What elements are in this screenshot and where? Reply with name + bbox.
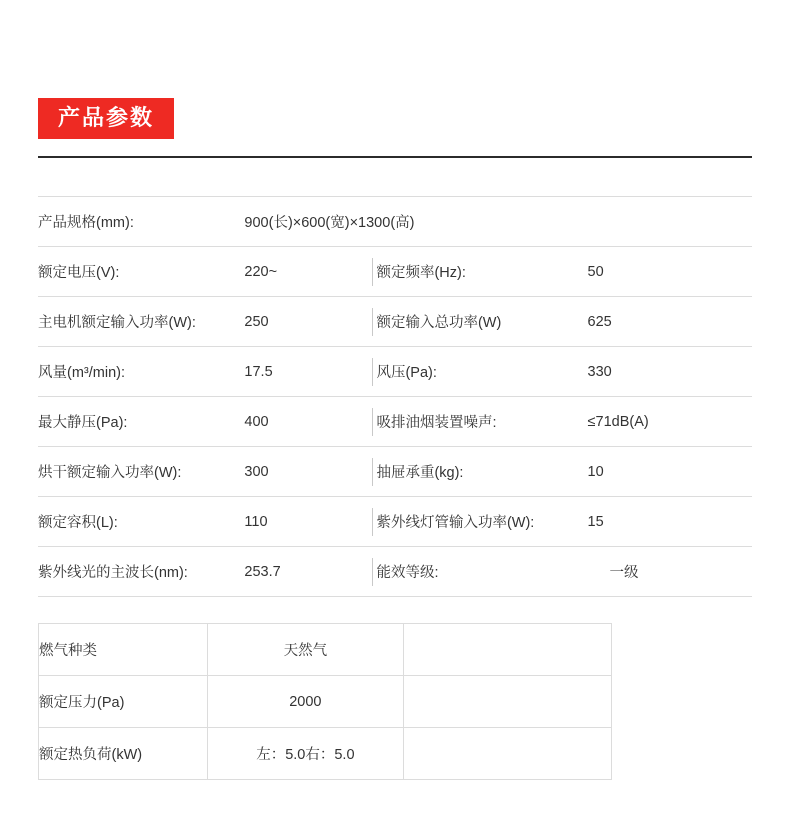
spec-label-rated-voltage: 额定电压(V):: [38, 247, 244, 297]
spec-label-air-volume: 风量(m³/min):: [38, 347, 244, 397]
spec-value-energy-grade: 一级: [588, 547, 752, 597]
row-divider: [368, 447, 376, 497]
spec-value-noise: ≤71dB(A): [588, 397, 752, 447]
gas-specification-table: [38, 623, 612, 780]
table-row: [39, 728, 612, 780]
spec-value-max-static-pressure: 400: [244, 397, 368, 447]
spec-label-total-input-power: 额定输入总功率(W): [376, 297, 587, 347]
spec-value-product-size: 900(长)×600(宽)×1300(高): [244, 197, 752, 247]
spec-label-product-size: 产品规格(mm):: [38, 197, 244, 247]
gas-value-rated-heat-load: 左：5.0右：5.0: [207, 728, 403, 780]
gas-empty-cell: [404, 728, 612, 780]
spec-value-total-input-power: 625: [588, 297, 752, 347]
gas-label-gas-type: 燃气种类: [39, 624, 208, 676]
gas-label-rated-heat-load: 额定热负荷(kW): [39, 728, 208, 780]
table-row: [38, 497, 752, 547]
row-divider: [368, 547, 376, 597]
table-row: [38, 297, 752, 347]
gas-value-gas-type: 天然气: [207, 624, 403, 676]
gas-label-rated-pressure: 额定压力(Pa): [39, 676, 208, 728]
spec-value-rated-volume: 110: [244, 497, 368, 547]
table-row: [38, 347, 752, 397]
spec-value-rated-voltage: 220~: [244, 247, 368, 297]
table-row: [39, 624, 612, 676]
row-divider: [368, 497, 376, 547]
spec-value-motor-power: 250: [244, 297, 368, 347]
spec-label-uv-lamp-power: 紫外线灯管输入功率(W):: [376, 497, 587, 547]
gas-value-rated-pressure: 2000: [207, 676, 403, 728]
spec-label-rated-volume: 额定容积(L):: [38, 497, 244, 547]
spec-label-noise: 吸排油烟装置噪声:: [376, 397, 587, 447]
spec-label-max-static-pressure: 最大静压(Pa):: [38, 397, 244, 447]
gas-empty-cell: [404, 676, 612, 728]
spec-label-rated-frequency: 额定频率(Hz):: [376, 247, 587, 297]
row-divider: [368, 247, 376, 297]
spec-value-air-pressure: 330: [588, 347, 752, 397]
table-row: [38, 397, 752, 447]
spec-label-drawer-load: 抽屉承重(kg):: [376, 447, 587, 497]
row-divider: [368, 347, 376, 397]
specification-table: [38, 196, 752, 597]
table-row: [38, 247, 752, 297]
spec-value-air-volume: 17.5: [244, 347, 368, 397]
table-row: [39, 676, 612, 728]
spec-label-uv-wavelength: 紫外线光的主波长(nm):: [38, 547, 244, 597]
page-title: 产品参数: [38, 98, 174, 139]
row-divider: [368, 297, 376, 347]
spec-value-drawer-load: 10: [588, 447, 752, 497]
spec-label-energy-grade: 能效等级:: [376, 547, 587, 597]
spec-label-drying-power: 烘干额定输入功率(W):: [38, 447, 244, 497]
table-row: [38, 447, 752, 497]
spec-value-uv-lamp-power: 15: [588, 497, 752, 547]
spec-label-air-pressure: 风压(Pa):: [376, 347, 587, 397]
row-divider: [368, 397, 376, 447]
spec-value-drying-power: 300: [244, 447, 368, 497]
gas-empty-cell: [404, 624, 612, 676]
table-row: [38, 547, 752, 597]
spec-label-motor-power: 主电机额定输入功率(W):: [38, 297, 244, 347]
table-row-product-size: [38, 197, 752, 247]
title-divider: [38, 156, 752, 158]
spec-value-uv-wavelength: 253.7: [244, 547, 368, 597]
spec-value-rated-frequency: 50: [588, 247, 752, 297]
section-title-wrapper: [38, 98, 174, 139]
